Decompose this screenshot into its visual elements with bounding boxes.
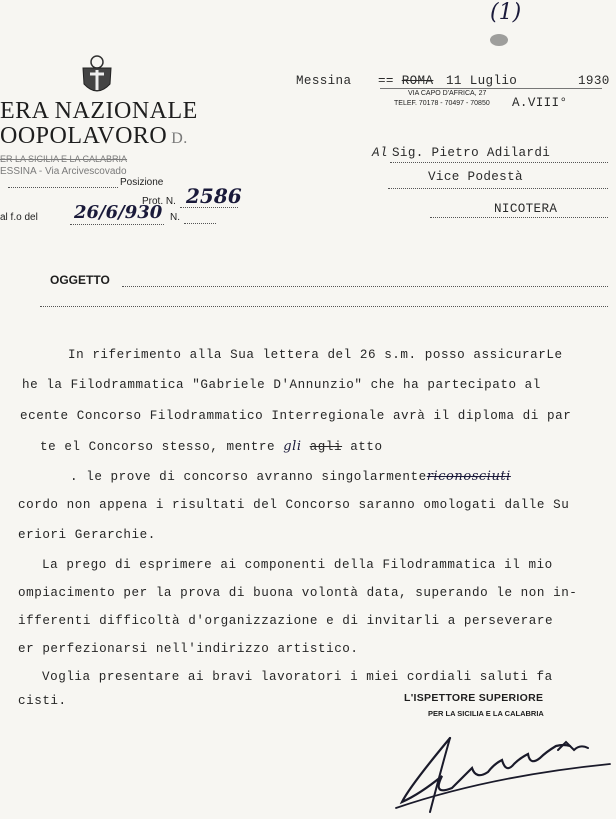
body-line-6: cordo non appena i risultati del Concorso saranno omologati dalle Su <box>18 498 570 512</box>
prot-number: 2586 <box>186 184 242 208</box>
body-line-8: La prego di esprimere ai componenti della Filodrammatica il mio <box>42 558 553 572</box>
header-struck-city: == ROMA <box>378 74 434 88</box>
prot-label: Prot. N. <box>142 196 176 207</box>
struck-city-text: ROMA <box>401 74 434 88</box>
body-line-4-text: te el Concorso stesso, mentre <box>40 440 276 454</box>
oggetto-rule-1 <box>122 286 608 287</box>
recipient-rule-1 <box>390 162 608 163</box>
body-line-13: cisti. <box>18 694 67 708</box>
recipient-prefix: Al <box>372 146 388 160</box>
date-rule <box>380 88 602 89</box>
posizione-rule <box>8 187 118 188</box>
posizione-label: Posizione <box>120 177 164 188</box>
header-era: A.VIII° <box>512 96 568 110</box>
prot-rule <box>180 207 238 208</box>
header-date: 11 Luglio <box>446 74 518 88</box>
body-line-10: ifferenti difficoltà d'organizzazione e di invitarli a perseverare <box>18 614 554 628</box>
body-line-7: eriori Gerarchie. <box>18 528 156 542</box>
signatory-subtitle: PER LA SICILIA E LA CALABRIA <box>428 709 544 718</box>
oggetto-rule-2 <box>40 306 608 307</box>
header-city: Messina <box>296 74 352 88</box>
ref-date-rule <box>70 224 164 225</box>
body-line-12: Voglia presentare ai bravi lavoratori i miei cordiali saluti fa <box>42 670 553 684</box>
trailing-word: atto <box>350 440 383 454</box>
address-line: ESSINA - Via Arcivescovado <box>0 166 127 177</box>
handwritten-addition: riconosciuti <box>426 469 511 484</box>
recipient-city: NICOTERA <box>494 202 558 216</box>
ref-n-label: N. <box>170 212 180 223</box>
body-line-1: In riferimento alla Sua lettera del 26 s.m. posso assicurarLe <box>68 348 563 362</box>
header-phones: TELEF. 70178 - 70497 - 70850 <box>394 100 490 107</box>
emblem-icon <box>76 52 118 98</box>
signature-icon <box>390 716 612 816</box>
oggetto-label: OGGETTO <box>50 273 110 287</box>
body-line-2: he la Filodrammatica "Gabriele D'Annunzio" che ha partecipato al <box>22 378 541 392</box>
region-line: ER LA SICILIA E LA CALABRIA <box>0 154 128 164</box>
body-line-4 <box>40 439 383 454</box>
org-name-line1: ERA NAZIONALE <box>0 98 198 124</box>
org-name-line2-text: OOPOLAVORO <box>0 123 168 149</box>
ref-label: al f.o del <box>0 212 38 223</box>
ink-blot <box>490 34 508 46</box>
inserted-word: gli <box>283 439 302 454</box>
header-year: 1930 <box>578 74 610 88</box>
recipient-rule-2 <box>388 188 608 189</box>
body-line-5 <box>70 469 511 484</box>
ref-date: 26/6/930 <box>74 202 163 223</box>
body-line-11: er perfezionarsi nell'indirizzo artistico. <box>18 642 359 656</box>
body-line-5-text: . le prove di concorso avranno singolarmente <box>70 470 427 484</box>
page-number: (1) <box>490 0 522 25</box>
header-address: VIA CAPO D'AFRICA, 27 <box>408 90 487 97</box>
ref-n-rule <box>184 223 216 224</box>
body-line-3: ecente Concorso Filodrammatico Interregionale avrà il diploma di par <box>20 409 572 423</box>
recipient-rule-3 <box>430 217 608 218</box>
signatory-title: L'ISPETTORE SUPERIORE <box>404 692 544 704</box>
struck-word: agli <box>309 440 343 454</box>
body-line-9: ompiacimento per la prova di buona volontà data, superando le non in- <box>18 586 578 600</box>
recipient-title: Vice Podestà <box>428 170 523 184</box>
org-suffix: D. <box>171 130 188 147</box>
recipient-name: Sig. Pietro Adilardi <box>392 146 551 160</box>
org-name-line2 <box>0 123 188 150</box>
